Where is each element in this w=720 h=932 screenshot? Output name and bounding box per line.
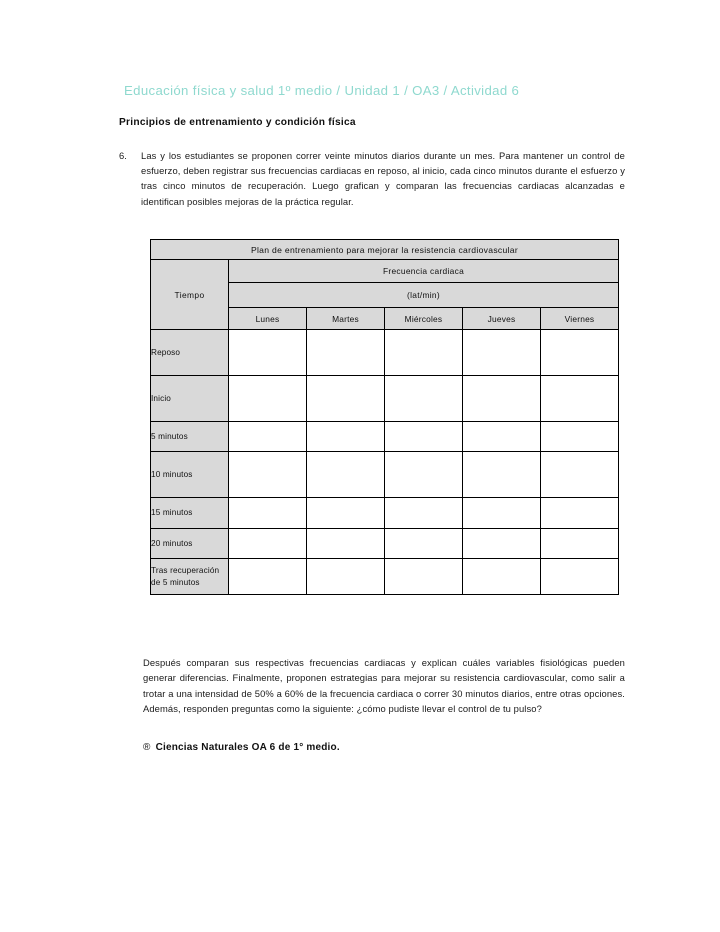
cell-reposo-jueves[interactable] (463, 330, 541, 376)
column-header-miercoles: Miércoles (385, 308, 463, 330)
cell-recuperacion-jueves[interactable] (463, 559, 541, 595)
cell-reposo-lunes[interactable] (229, 330, 307, 376)
column-group-header-frecuencia-cardiaca: Frecuencia cardiaca (229, 260, 619, 283)
column-header-lunes: Lunes (229, 308, 307, 330)
row-label-10-minutos: 10 minutos (151, 452, 229, 498)
cell-reposo-martes[interactable] (307, 330, 385, 376)
row-label-15-minutos: 15 minutos (151, 498, 229, 529)
cell-inicio-miercoles[interactable] (385, 376, 463, 422)
column-header-viernes: Viernes (541, 308, 619, 330)
table-row (151, 422, 619, 452)
cell-inicio-viernes[interactable] (541, 376, 619, 422)
breadcrumb: Educación física y salud 1º medio / Unidad 1 / OA3 / Actividad 6 (124, 83, 520, 98)
table-row (151, 376, 619, 422)
cell-recuperacion-viernes[interactable] (541, 559, 619, 595)
cell-20min-lunes[interactable] (229, 529, 307, 559)
table-caption: Plan de entrenamiento para mejorar la resistencia cardiovascular (151, 240, 619, 260)
cell-recuperacion-lunes[interactable] (229, 559, 307, 595)
table-row (151, 559, 619, 595)
table-row (151, 498, 619, 529)
cell-10min-lunes[interactable] (229, 452, 307, 498)
cell-20min-miercoles[interactable] (385, 529, 463, 559)
cell-5min-viernes[interactable] (541, 422, 619, 452)
footer-note (143, 742, 340, 753)
training-plan-table-wrapper (150, 239, 619, 595)
table-row (151, 529, 619, 559)
cell-reposo-miercoles[interactable] (385, 330, 463, 376)
intro-item-number: 6. (119, 150, 127, 161)
cell-5min-jueves[interactable] (463, 422, 541, 452)
row-label-20-minutos: 20 minutos (151, 529, 229, 559)
intro-item-text: Las y los estudiantes se proponen correr veinte minutos diarios durante un mes. Para mantener un control de esfuerzo, deben registrar sus frecuencias cardiacas en reposo, al inicio, cada cinco minutos durante el esfuerzo y tras cinco minutos de recuperación. Luego grafican y comparan las frecuencias cardiacas alcanzadas e identifican posibles mejoras de la práctica regular. (141, 150, 625, 207)
page-title: Principios de entrenamiento y condición física (119, 117, 356, 128)
table-group-header-row (151, 260, 619, 283)
registered-mark-icon: ® (143, 741, 151, 753)
row-label-reposo: Reposo (151, 330, 229, 376)
row-label-5-minutos: 5 minutos (151, 422, 229, 452)
cell-5min-lunes[interactable] (229, 422, 307, 452)
outro-paragraph: Después comparan sus respectivas frecuencias cardiacas y explican cuáles variables fisiológicas pueden generar diferencias. Finalmente, proponen estrategias para mejorar su resistencia cardiovascular, como salir a trotar a una intensidad de 50% a 60% de la frecuencia cardiaca o correr 30 minutos diarios, entre otras opciones. Además, responden preguntas como la siguiente: ¿cómo pudiste llevar el control de tu pulso? (143, 657, 625, 715)
cell-10min-jueves[interactable] (463, 452, 541, 498)
cell-inicio-jueves[interactable] (463, 376, 541, 422)
row-label-tras-recuperacion: Tras recuperación de 5 minutos (151, 559, 229, 595)
column-header-jueves: Jueves (463, 308, 541, 330)
cell-20min-jueves[interactable] (463, 529, 541, 559)
column-header-tiempo: Tiempo (151, 260, 229, 330)
intro-paragraph (119, 148, 625, 209)
cell-10min-martes[interactable] (307, 452, 385, 498)
cell-15min-jueves[interactable] (463, 498, 541, 529)
cell-15min-miercoles[interactable] (385, 498, 463, 529)
table-row (151, 452, 619, 498)
cell-5min-martes[interactable] (307, 422, 385, 452)
cell-recuperacion-miercoles[interactable] (385, 559, 463, 595)
cell-20min-viernes[interactable] (541, 529, 619, 559)
cell-15min-martes[interactable] (307, 498, 385, 529)
cell-recuperacion-martes[interactable] (307, 559, 385, 595)
cell-5min-miercoles[interactable] (385, 422, 463, 452)
cell-20min-martes[interactable] (307, 529, 385, 559)
footer-note-text: Ciencias Naturales OA 6 de 1° medio. (155, 742, 340, 753)
cell-10min-viernes[interactable] (541, 452, 619, 498)
table-caption-row (151, 240, 619, 260)
cell-reposo-viernes[interactable] (541, 330, 619, 376)
cell-15min-viernes[interactable] (541, 498, 619, 529)
column-header-martes: Martes (307, 308, 385, 330)
table-row (151, 330, 619, 376)
row-label-inicio: Inicio (151, 376, 229, 422)
cell-15min-lunes[interactable] (229, 498, 307, 529)
cell-inicio-martes[interactable] (307, 376, 385, 422)
cell-10min-miercoles[interactable] (385, 452, 463, 498)
cell-inicio-lunes[interactable] (229, 376, 307, 422)
column-group-unit: (lat/min) (229, 283, 619, 308)
training-plan-table (150, 239, 619, 595)
